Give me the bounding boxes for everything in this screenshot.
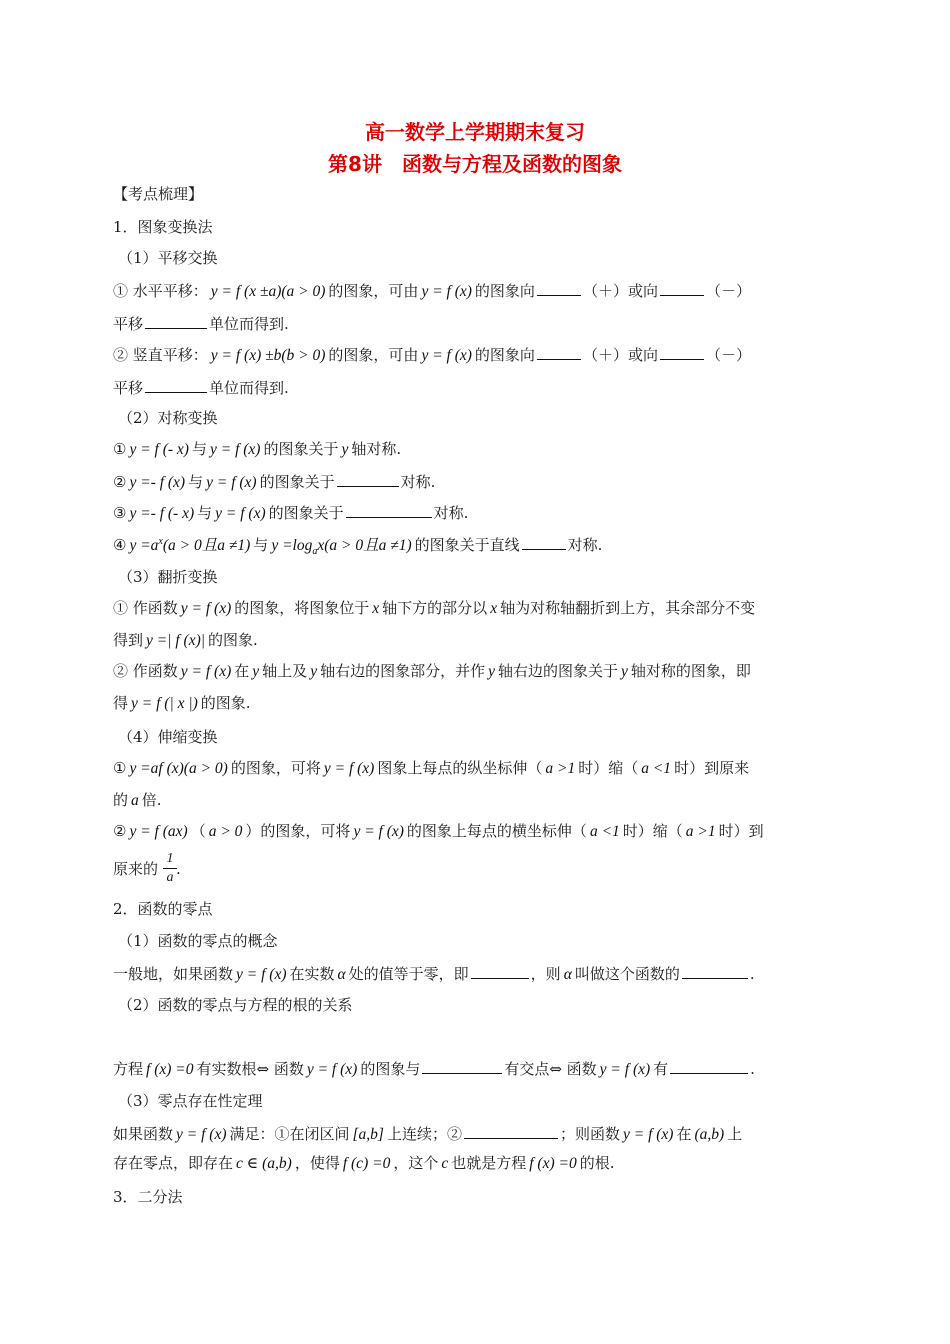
fill-blank[interactable] [522, 533, 566, 550]
symmetry-line-3: ③ y =- f (- x) 与 y = f (x) 的图象关于 对称. [113, 501, 468, 524]
math-expr: (a,b) [694, 1126, 725, 1143]
heading-translation: （1）平移交换 [118, 249, 218, 267]
math-expr: c ∈ (a,b) [236, 1155, 292, 1172]
zero-existence-line-2: 存在零点，即存在 c ∈ (a,b) ，使得 f (c) =0 ，这个 c 也就是方程 f (x) =0 的根. [113, 1154, 615, 1172]
fill-blank[interactable] [537, 279, 581, 296]
flip-line-3: ② 作函数 y = f (x) 在 y 轴上及 y 轴右边的图象部分，并作 y 轴右边的图象关于 y 轴对称的图象，即 [113, 662, 751, 680]
scale-line-2: 的 a 倍. [113, 791, 162, 809]
math-expr: α [563, 966, 572, 983]
math-expr: y = f (x) [306, 1061, 358, 1078]
heading-bisection: 3．二分法 [113, 1188, 183, 1206]
flip-line-1: ① 作函数 y = f (x) 的图象，将图象位于 x 轴下方的部分以 x 轴为对称轴翻折到上方，其余部分不变 [113, 599, 756, 617]
math-expr: y [310, 663, 318, 680]
zero-concept-line: 一般地，如果函数 y = f (x) 在实数 α 处的值等于零，即 ，则 α 叫做这个函数的 . [113, 962, 755, 985]
horizontal-translation-line-2: 平移 单位而得到. [113, 312, 289, 334]
math-expr: y = f (x) [623, 1126, 674, 1143]
math-expr: y = f (x) [236, 966, 287, 983]
math-expr: a > 0 [208, 823, 243, 840]
scale-line-1: ① y =af (x)(a > 0) 的图象，可将 y = f (x) 图象上每点的纵坐标伸（ a >1 时）缩（ a <1 时）到原来 [113, 759, 750, 777]
math-expr: [a,b] [352, 1126, 384, 1143]
math-expr: a [131, 792, 139, 809]
heading-zero-concept: （1）函数的零点的概念 [118, 932, 278, 950]
fraction-one-over-a: 1 a [163, 851, 177, 886]
document-title: 高一数学上学期期末复习 [365, 120, 585, 144]
math-expr: y = f (x) [599, 1061, 651, 1078]
math-expr: α [337, 966, 346, 983]
fill-blank[interactable] [682, 962, 748, 979]
heading-flip: （3）翻折变换 [118, 568, 218, 586]
math-expr: y = f (x) [323, 760, 375, 777]
math-expr: x [490, 600, 498, 617]
math-expr: y [341, 441, 349, 458]
symmetry-line-1: ① y = f (- x) 与 y = f (x) 的图象关于 y 轴对称. [113, 440, 402, 458]
math-expr: y = f (x) [215, 505, 266, 522]
fill-blank[interactable] [145, 312, 207, 329]
math-expr: y [621, 663, 628, 680]
fill-blank[interactable] [337, 470, 399, 487]
math-expr: y = f (| x |) [131, 695, 198, 712]
math-expr: y =af (x)(a > 0) [129, 760, 228, 777]
math-expr: y = f (x) ±b(b > 0) [210, 347, 326, 364]
math-expr: f (c) =0 [342, 1155, 391, 1172]
math-expr: a >1 [545, 760, 576, 777]
math-expr: a <1 [589, 823, 620, 840]
heading-zeros: 2．函数的零点 [113, 900, 213, 918]
math-expr: y =| f (x)| [146, 632, 206, 649]
math-expr: x [372, 600, 380, 617]
fill-blank[interactable] [660, 343, 704, 360]
math-expr: y =- f (- x) [129, 505, 195, 522]
fill-blank[interactable] [537, 343, 581, 360]
section-header: 【考点梳理】 [113, 185, 204, 203]
heading-zero-root-relation: （2）函数的零点与方程的根的关系 [118, 996, 353, 1014]
math-expr: y = f (x ±a)(a > 0) [210, 283, 326, 300]
heading-zero-existence: （3）零点存在性定理 [118, 1092, 263, 1110]
vertical-translation-line: ② 竖直平移： y = f (x) ±b(b > 0) 的图象，可由 y = f (x) 的图象向 （＋）或向 （－） [113, 343, 751, 366]
heading-scale: （4）伸缩变换 [118, 728, 218, 746]
math-expr: $y =a^x(a > 0$且a ≠1) [129, 536, 251, 555]
math-expr: y [252, 663, 260, 680]
fill-blank[interactable] [471, 962, 529, 979]
fill-blank[interactable] [422, 1057, 502, 1074]
math-expr: y = f (x) [176, 1126, 227, 1143]
flip-line-2: 得到 y =| f (x)| 的图象. [113, 631, 258, 649]
heading-symmetry: （2）对称变换 [118, 409, 218, 427]
math-expr: y = f (x) [209, 441, 261, 458]
math-expr: f (x) =0 [529, 1155, 577, 1172]
math-expr: y = f (x) [421, 283, 472, 300]
zero-existence-line-1: 如果函数 y = f (x) 满足：①在闭区间 [a,b] 上连续；② ；则函数 y = f (x) 在 (a,b) 上 [113, 1122, 742, 1145]
scale-line-4: 原来的 . [113, 860, 181, 878]
fill-blank[interactable] [464, 1122, 558, 1139]
zero-root-relation-line: 方程 f (x) =0 有实数根⇔ 函数 y = f (x) 的图象与 有交点⇔ 函数 y = f (x) 有 . [113, 1057, 755, 1080]
math-expr: y = f (ax) [129, 823, 188, 840]
symmetry-line-4: ④ $y =a^x(a > 0$且a ≠1) 与 $y =\log_ax(a > 0$且a ≠1) 的图象关于直线 对称. [113, 532, 602, 562]
math-expr: f (x) =0 [146, 1061, 194, 1078]
math-expr: y = f (x) [353, 823, 404, 840]
math-expr: y = f (- x) [129, 441, 189, 458]
horizontal-translation-line: ① 水平平移： y = f (x ±a)(a > 0) 的图象，可由 y = f (x) 的图象向 （＋）或向 （－） [113, 279, 751, 302]
math-expr: y = f (x) [180, 600, 232, 617]
symmetry-line-2: ② y =- f (x) 与 y = f (x) 的图象关于 对称. [113, 470, 435, 493]
math-expr: a <1 [641, 760, 672, 777]
fill-blank[interactable] [346, 501, 432, 518]
fill-blank[interactable] [145, 376, 207, 393]
lecture-title: 第8讲 函数与方程及函数的图象 [328, 152, 622, 176]
math-expr: y = f (x) [206, 474, 257, 491]
math-expr: $y =\log_ax(a > 0$且a ≠1) [271, 537, 412, 558]
heading-transform-method: 1．图象变换法 [113, 218, 213, 236]
math-expr: y = f (x) [421, 347, 472, 364]
math-expr: y = f (x) [180, 663, 232, 680]
math-expr: y =- f (x) [129, 474, 186, 491]
math-expr: c [441, 1155, 449, 1172]
math-expr: a >1 [685, 823, 716, 840]
scale-line-3: ② y = f (ax) （ a > 0 ）的图象，可将 y = f (x) 的图象上每点的横坐标伸（ a <1 时）缩（ a >1 时）到 [113, 822, 764, 840]
math-expr: y [488, 663, 495, 680]
fill-blank[interactable] [670, 1057, 748, 1074]
vertical-translation-line-2: 平移 单位而得到. [113, 376, 289, 398]
flip-line-4: 得 y = f (| x |) 的图象. [113, 694, 251, 712]
fill-blank[interactable] [660, 279, 704, 296]
